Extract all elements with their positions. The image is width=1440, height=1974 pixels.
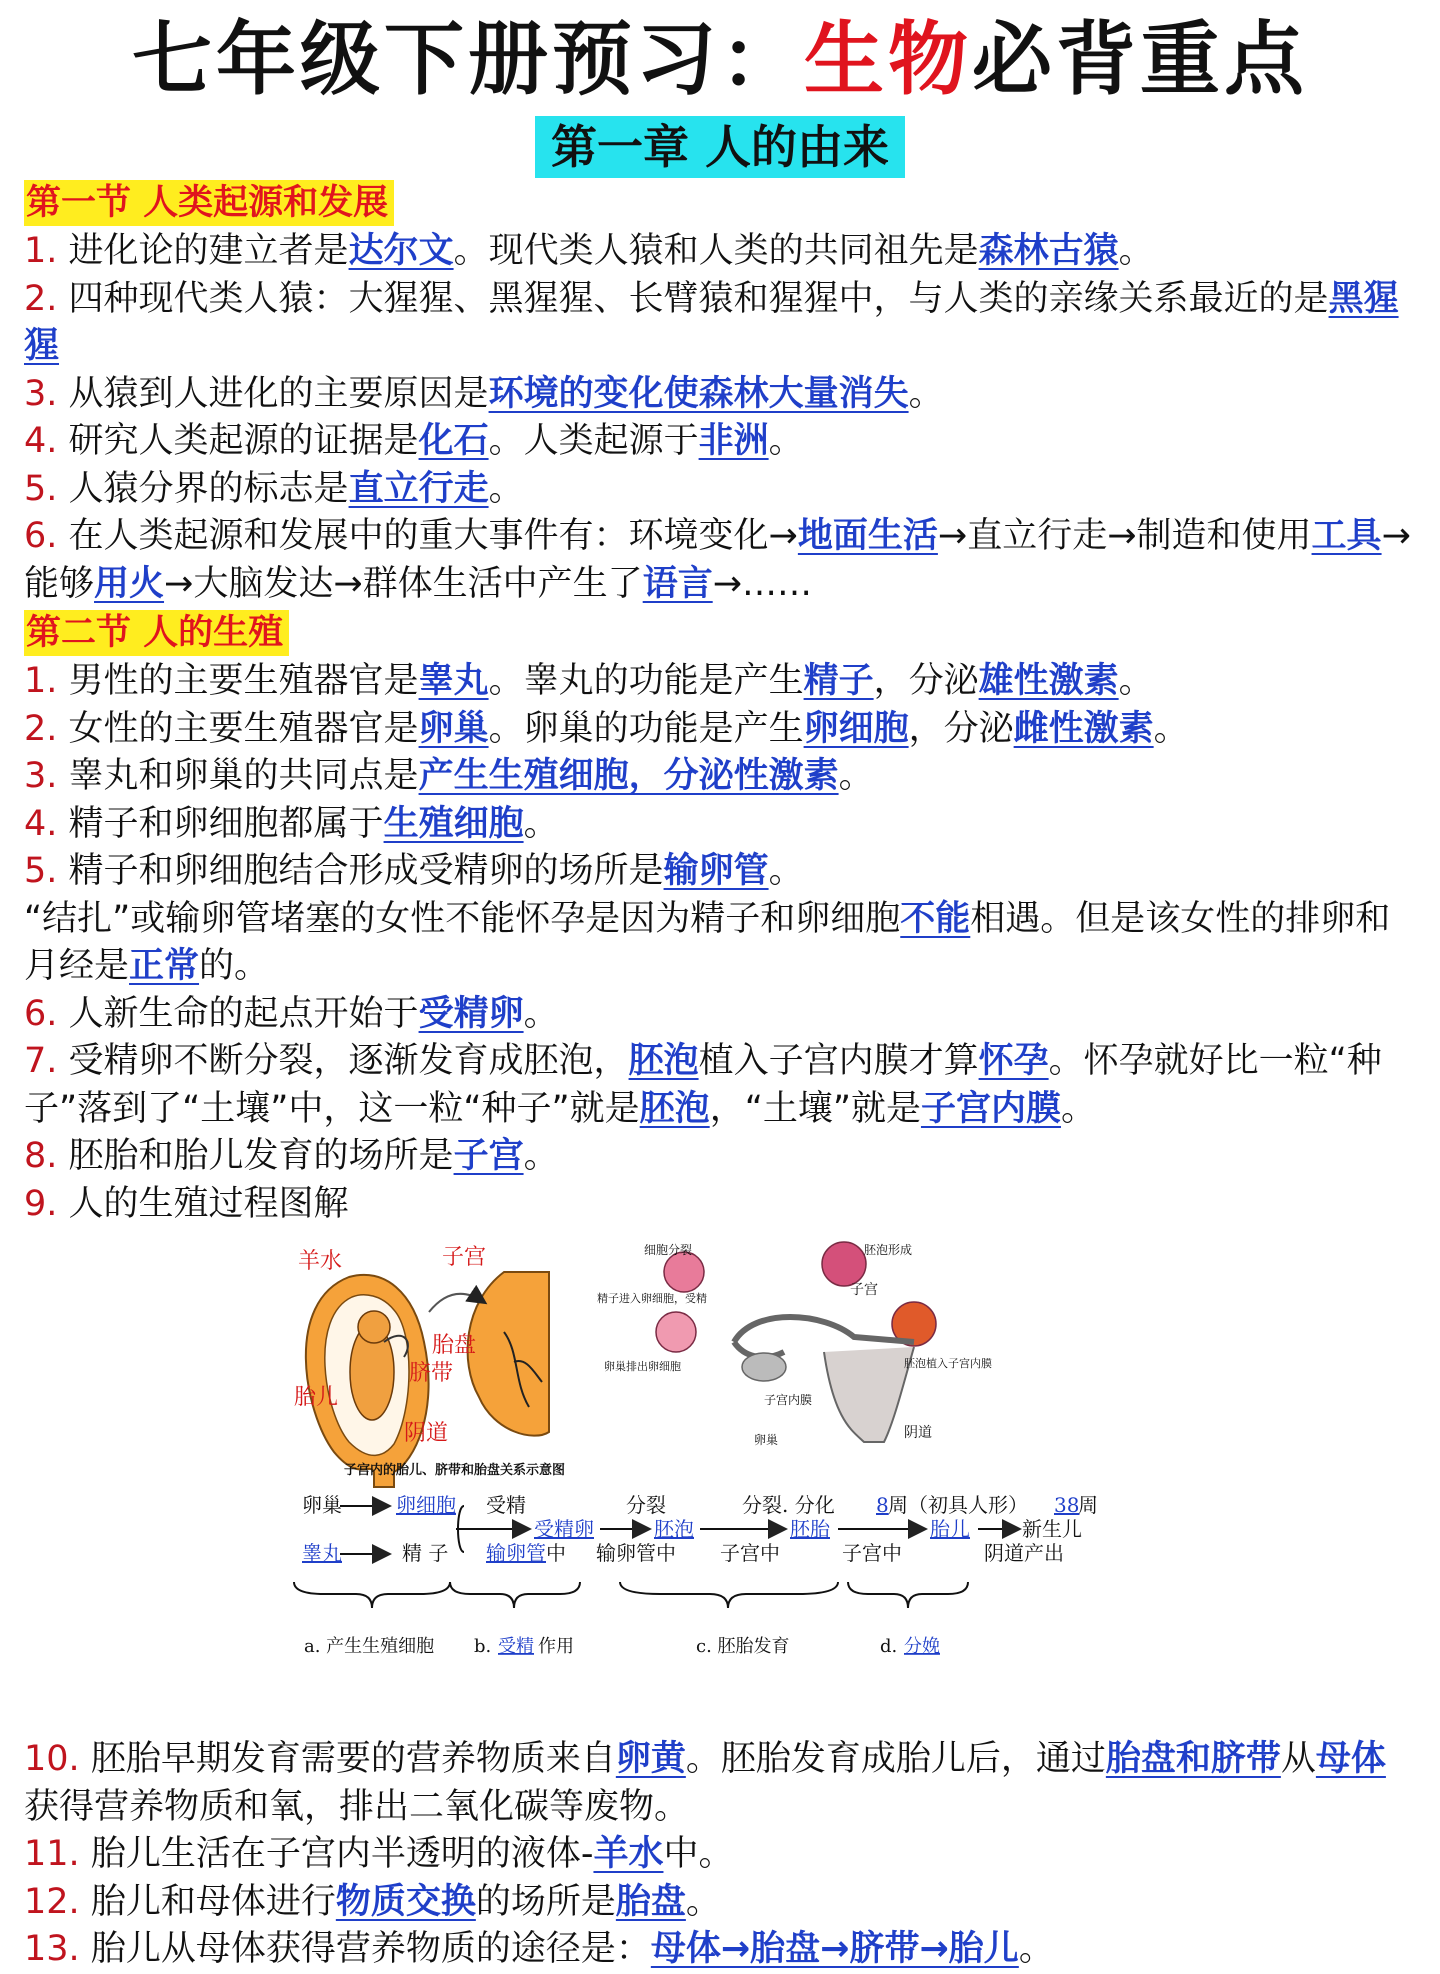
list-item [24,466,1416,514]
body-text: →能够 [24,516,1411,604]
label-blastocyst-formed: 胚泡形成 [864,1243,913,1257]
label-amniotic: 羊水 [298,1249,343,1274]
flow-in-suffix: 中 [546,1541,566,1565]
caption-b-answer: 受精 [498,1636,534,1657]
answer-text: 雄性激素 [978,661,1119,701]
label-ovary-release: 卵巢排出卵细胞 [604,1360,681,1373]
title-highlight: 生物 [804,13,972,106]
answer-text: 环境的变化使森林大量消失 [488,373,909,414]
item-number: 4. [24,421,58,461]
body-text: 。人类起源于 [488,421,699,461]
answer-text: 生殖细胞 [383,803,524,844]
flow-oviduct: 输卵管 [486,1541,546,1565]
answer-text: 羊水 [593,1834,664,1874]
body-text: 。卵巢的功能是产生 [488,708,804,749]
caption-c: c. 胚胎发育 [696,1636,790,1657]
body-text: 。 [1118,231,1154,271]
answer-text: 输卵管 [663,851,769,891]
reproduction-figure [24,1228,1416,1736]
list-item [24,1926,1416,1974]
body-text: 。 [768,421,804,461]
flow-newborn: 新生儿 [1022,1517,1082,1541]
body-text: 。 [838,756,874,796]
answer-text: 不能 [900,898,971,939]
body-text: 从 [1280,1739,1316,1779]
body-text: 进化论的建立者是 [68,231,349,271]
list-item [24,228,1416,276]
list-item [24,1038,1416,1133]
chapter-heading: 第一章 人的由来 [535,116,905,178]
flow-weeks8-suffix: 周（初具人形） [888,1493,1028,1517]
reproductive-system-illustration [597,1242,992,1447]
answer-text: 子宫 [453,1136,524,1176]
section-after-figure [24,1736,1416,1974]
answer-text: 森林古猿 [978,231,1119,271]
body-text: ，分泌 [908,708,1014,749]
list-item [24,896,1416,991]
body-text: 精子和卵细胞结合形成受精卵的场所是 [68,851,664,891]
body-text: 。 [488,468,524,509]
body-text: 胎儿生活在子宫内半透明的液体- [90,1834,594,1874]
flow-egg: 卵细胞 [396,1493,456,1517]
answer-text: 母体 [1315,1739,1386,1779]
answer-text: 正常 [129,946,200,986]
title-part1: 七年级下册预习： [132,13,804,106]
flow-split: 分裂 [626,1493,666,1517]
flow-oviduct-in: 输卵管中 [596,1541,676,1565]
section-heading: 第二节 人的生殖 [24,610,289,656]
label-implant: 胚泡植入子宫内膜 [904,1357,992,1370]
answer-text: 非洲 [698,421,769,461]
flow-uterus-in2: 子宫中 [842,1541,902,1565]
label-placenta: 胎盘 [432,1333,477,1358]
body-text: 胚胎早期发育需要的营养物质来自 [90,1739,616,1779]
section-reproduction [24,608,1416,1228]
list-item [24,1879,1416,1927]
flow-weeks8: 8 [876,1493,889,1517]
answer-text: 用火 [94,563,165,604]
item-number: 10. [24,1739,80,1779]
answer-text: 睾丸 [418,661,489,701]
fetus-uterus-illustration [294,1245,565,1487]
item-number: 12. [24,1881,80,1922]
body-text: ，分泌 [873,661,979,701]
label-uterus-left: 子宫 [442,1245,487,1270]
body-text: 从猿到人进化的主要原因是 [68,373,489,414]
caption-b-suffix: 作用 [538,1636,574,1657]
body-text: 的。 [199,946,270,986]
caption-b-prefix: b. [474,1636,492,1657]
label-vagina-right: 阴道 [904,1425,932,1441]
answer-text: 受精卵 [418,993,524,1034]
item-number: 3. [24,756,58,796]
body-text: 。 [768,851,804,891]
body-text: 受精卵不断分裂，逐渐发育成胚泡， [68,1041,629,1081]
item-number: 6. [24,993,58,1034]
body-text: 。 [685,1881,721,1922]
body-text: 人猿分界的标志是 [68,468,349,509]
answer-text: 子宫内膜 [920,1088,1061,1129]
answer-text: 物质交换 [335,1881,476,1922]
answer-text: 地面生活 [797,516,938,556]
item-number: 13. [24,1929,80,1969]
item-number: 7. [24,1041,58,1081]
body-text: →…… [712,563,813,604]
answer-text: 胚泡 [628,1041,699,1081]
reproduction-flowchart [294,1493,1098,1657]
item-number: 1. [24,231,58,271]
answer-text: 产生生殖细胞，分泌性激素 [418,756,839,796]
body-text: 。 [1060,1088,1096,1129]
answer-text: 胎盘 [615,1881,686,1922]
body-text: →直立行走→制造和使用 [937,516,1312,556]
body-text: 。 [523,1136,559,1176]
flow-split-diff: 分裂. 分化 [742,1493,835,1517]
body-text: 精子和卵细胞都属于 [68,803,384,844]
section-origin [24,178,1416,608]
answer-text: 直立行走 [348,468,489,509]
body-text: 的场所是 [475,1881,616,1922]
flow-sperm: 精 子 [402,1541,449,1565]
body-text: 。现代类人猿和人类的共同祖先是 [453,231,979,271]
body-text: 。 [523,803,559,844]
label-umbilical: 脐带 [409,1361,454,1386]
list-item [24,276,1416,371]
list-item [24,371,1416,419]
label-fetus: 胎儿 [294,1385,339,1410]
caption-left: 子宫内的胎儿、脐带和胎盘关系示意图 [344,1463,566,1478]
label-uterus-right: 子宫 [850,1282,878,1298]
body-text: 在人类起源和发展中的重大事件有：环境变化→ [68,516,798,556]
body-text: 。 [1118,661,1154,701]
item-number: 5. [24,468,58,509]
page-title [0,10,1440,110]
caption-d-prefix: d. [880,1636,898,1657]
item-number: 2. [24,708,58,749]
body-text: 男性的主要生殖器官是 [68,661,419,701]
list-item [24,1831,1416,1879]
answer-text: 卵黄 [615,1739,686,1779]
item-number: 2. [24,278,58,319]
answer-text: 卵细胞 [803,708,909,749]
answer-text: 卵巢 [418,708,489,749]
body-text: ，“土壤”就是 [709,1088,921,1129]
answer-text: 雌性激素 [1013,708,1154,749]
answer-text: 母体→胎盘→脐带→胎儿 [650,1929,1019,1969]
body-text: 。 [523,993,559,1034]
body-text: 。 [1018,1929,1054,1969]
body-text: 获得营养物质和氧，排出二氧化碳等废物。 [24,1786,690,1827]
flow-uterus-in1: 子宫中 [720,1541,780,1565]
answer-text: 怀孕 [978,1041,1049,1081]
list-item [24,706,1416,754]
label-vagina-left: 阴道 [404,1421,449,1446]
body-text: 四种现代类人猿：大猩猩、黑猩猩、长臂猿和猩猩中，与人类的亲缘关系最近的是 [68,278,1329,319]
body-text: 。胚胎发育成胎儿后，通过 [685,1739,1106,1779]
body-text: “结扎”或输卵管堵塞的女性不能怀孕是因为精子和卵细胞 [24,898,901,939]
flow-vagina-out: 阴道产出 [984,1541,1064,1565]
item-number: 9. [24,1183,58,1224]
list-item [24,991,1416,1039]
list-item [24,658,1416,706]
body-text: 。睾丸的功能是产生 [488,661,804,701]
body-text: 。 [908,373,944,414]
answer-text: 胎盘和脐带 [1105,1739,1281,1779]
answer-text: 化石 [418,421,489,461]
list-item [24,418,1416,466]
flow-ovary: 卵巢 [302,1493,342,1517]
flow-fertilize: 受精 [486,1493,526,1517]
flow-fetus: 胎儿 [930,1517,970,1541]
flow-zygote: 受精卵 [534,1517,594,1541]
list-item [24,1133,1416,1181]
label-cell-division: 细胞分裂 [644,1243,693,1257]
body-text: 人的生殖过程图解 [68,1183,349,1224]
label-endometrium: 子宫内膜 [764,1393,813,1407]
list-item [24,801,1416,849]
flow-weeks38: 38 [1054,1493,1080,1517]
flow-blastocyst: 胚泡 [654,1517,694,1541]
body-text: 胎儿从母体获得营养物质的途径是： [90,1929,651,1969]
item-number: 4. [24,803,58,844]
body-text: →大脑发达→群体生活中产生了 [164,563,643,604]
answer-text: 胚泡 [639,1088,710,1129]
list-item [24,753,1416,801]
flow-testis: 睾丸 [302,1541,342,1565]
body-text: 睾丸和卵巢的共同点是 [68,756,419,796]
label-ovary: 卵巢 [754,1433,779,1447]
flow-embryo: 胚胎 [790,1517,830,1541]
list-item [24,1181,1416,1229]
answer-text: 达尔文 [348,231,454,271]
list-item [24,513,1416,608]
answer-text: 工具 [1311,516,1382,556]
body-text: 。怀孕就好比一粒“种子”落到了“土壤”中，这一粒“种子”就是 [24,1041,1382,1129]
body-text: 。 [1153,708,1189,749]
item-number: 5. [24,851,58,891]
flow-weeks-suffix: 周 [1078,1493,1098,1517]
body-text: 研究人类起源的证据是 [68,421,419,461]
caption-a: a. 产生生殖细胞 [304,1636,435,1657]
body-text: 胎儿和母体进行 [90,1881,336,1922]
body-text: 胚胎和胎儿发育的场所是 [68,1136,454,1176]
answer-text: 精子 [803,661,874,701]
answer-text: 语言 [642,563,713,604]
reproduction-diagram [264,1232,1224,1732]
item-number: 8. [24,1136,58,1176]
title-part3: 必背重点 [972,13,1308,106]
item-number: 6. [24,516,58,556]
body-text: 女性的主要生殖器官是 [68,708,419,749]
item-number: 1. [24,661,58,701]
body-text: 相遇。但是该女性的排卵和月经是 [24,898,1391,986]
body-text: 植入子宫内膜才算 [698,1041,979,1081]
answer-text: 黑猩猩 [24,278,1399,366]
item-number: 3. [24,373,58,414]
item-number: 11. [24,1834,80,1874]
section-heading: 第一节 人类起源和发展 [24,180,394,226]
notes-content [24,178,1416,1974]
caption-d-answer: 分娩 [904,1636,940,1657]
list-item [24,848,1416,896]
body-text: 人新生命的起点开始于 [68,993,419,1034]
body-text: 中。 [663,1834,734,1874]
list-item [24,1736,1416,1831]
label-sperm-enter: 精子进入卵细胞，受精 [597,1292,707,1305]
